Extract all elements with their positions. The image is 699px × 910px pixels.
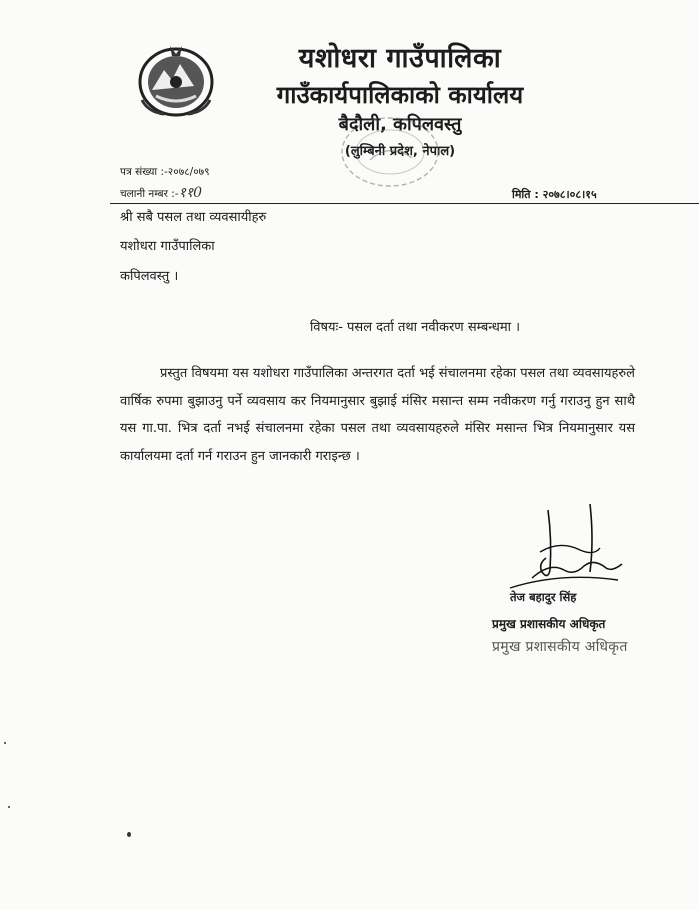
scan-speck	[127, 832, 131, 837]
signatory-title: प्रमुख प्रशासकीय अधिकृत	[492, 617, 606, 631]
letter-date: मिति : २०७८।०८।१५	[512, 188, 597, 201]
recipient-line-2: यशोधरा गाउँपालिका	[120, 239, 215, 254]
letter-subject: विषयः- पसल दर्ता तथा नवीकरण सम्बन्धमा ।	[309, 320, 521, 335]
office-type: गाउँकार्यपालिकाको कार्यालय	[276, 81, 524, 109]
nepal-emblem-icon	[134, 40, 218, 120]
office-location: बैदौली, कपिलवस्तु	[338, 114, 462, 135]
dispatch-number	[120, 183, 202, 202]
handwritten-signature-icon	[490, 500, 630, 600]
letter-number: पत्र संख्या :-२०७८/०७९	[120, 166, 210, 178]
letter-body: प्रस्तुत विषयमा यस यशोधरा गाउँपालिका अन्तरगत दर्ता भई संचालनमा रहेका पसल तथा व्यवसायहरुले वार्षिक रुपमा बुझाउनु पर्ने व्यवसाय कर नियमानुसार बुझाई मंसिर मसान्त सम्म नवीकरण गर्नु गराउनु हुन साथै यस गा.पा. भित्र दर्ता नभई संचालनमा रहेका पसल तथा व्यवसायहरुले मंसिर मसान्त भित्र नियमानुसार यस कार्यालयमा दर्ता गर्न गराउन हुन जानकारी गराइन्छ ।	[120, 366, 635, 464]
scan-speck	[4, 742, 6, 744]
office-province: (लुम्बिनी प्रदेश, नेपाल)	[344, 144, 456, 159]
dispatch-number-value: ११0	[178, 185, 203, 201]
signatory-name: तेज बहादुर सिंह	[510, 590, 577, 604]
office-name: यशोधरा गाउँपालिका	[298, 43, 502, 74]
dispatch-number-label: चलानी नम्बर :-	[120, 188, 179, 200]
header-divider	[110, 203, 699, 204]
signatory-stamp: प्रमुख प्रशासकीय अधिकृत	[492, 639, 628, 655]
recipient-line-3: कपिलवस्तु ।	[120, 269, 179, 284]
recipient-line-1: श्री सबै पसल तथा व्यवसायीहरु	[120, 210, 267, 225]
round-seal-icon	[330, 112, 450, 192]
scan-speck	[8, 806, 10, 808]
